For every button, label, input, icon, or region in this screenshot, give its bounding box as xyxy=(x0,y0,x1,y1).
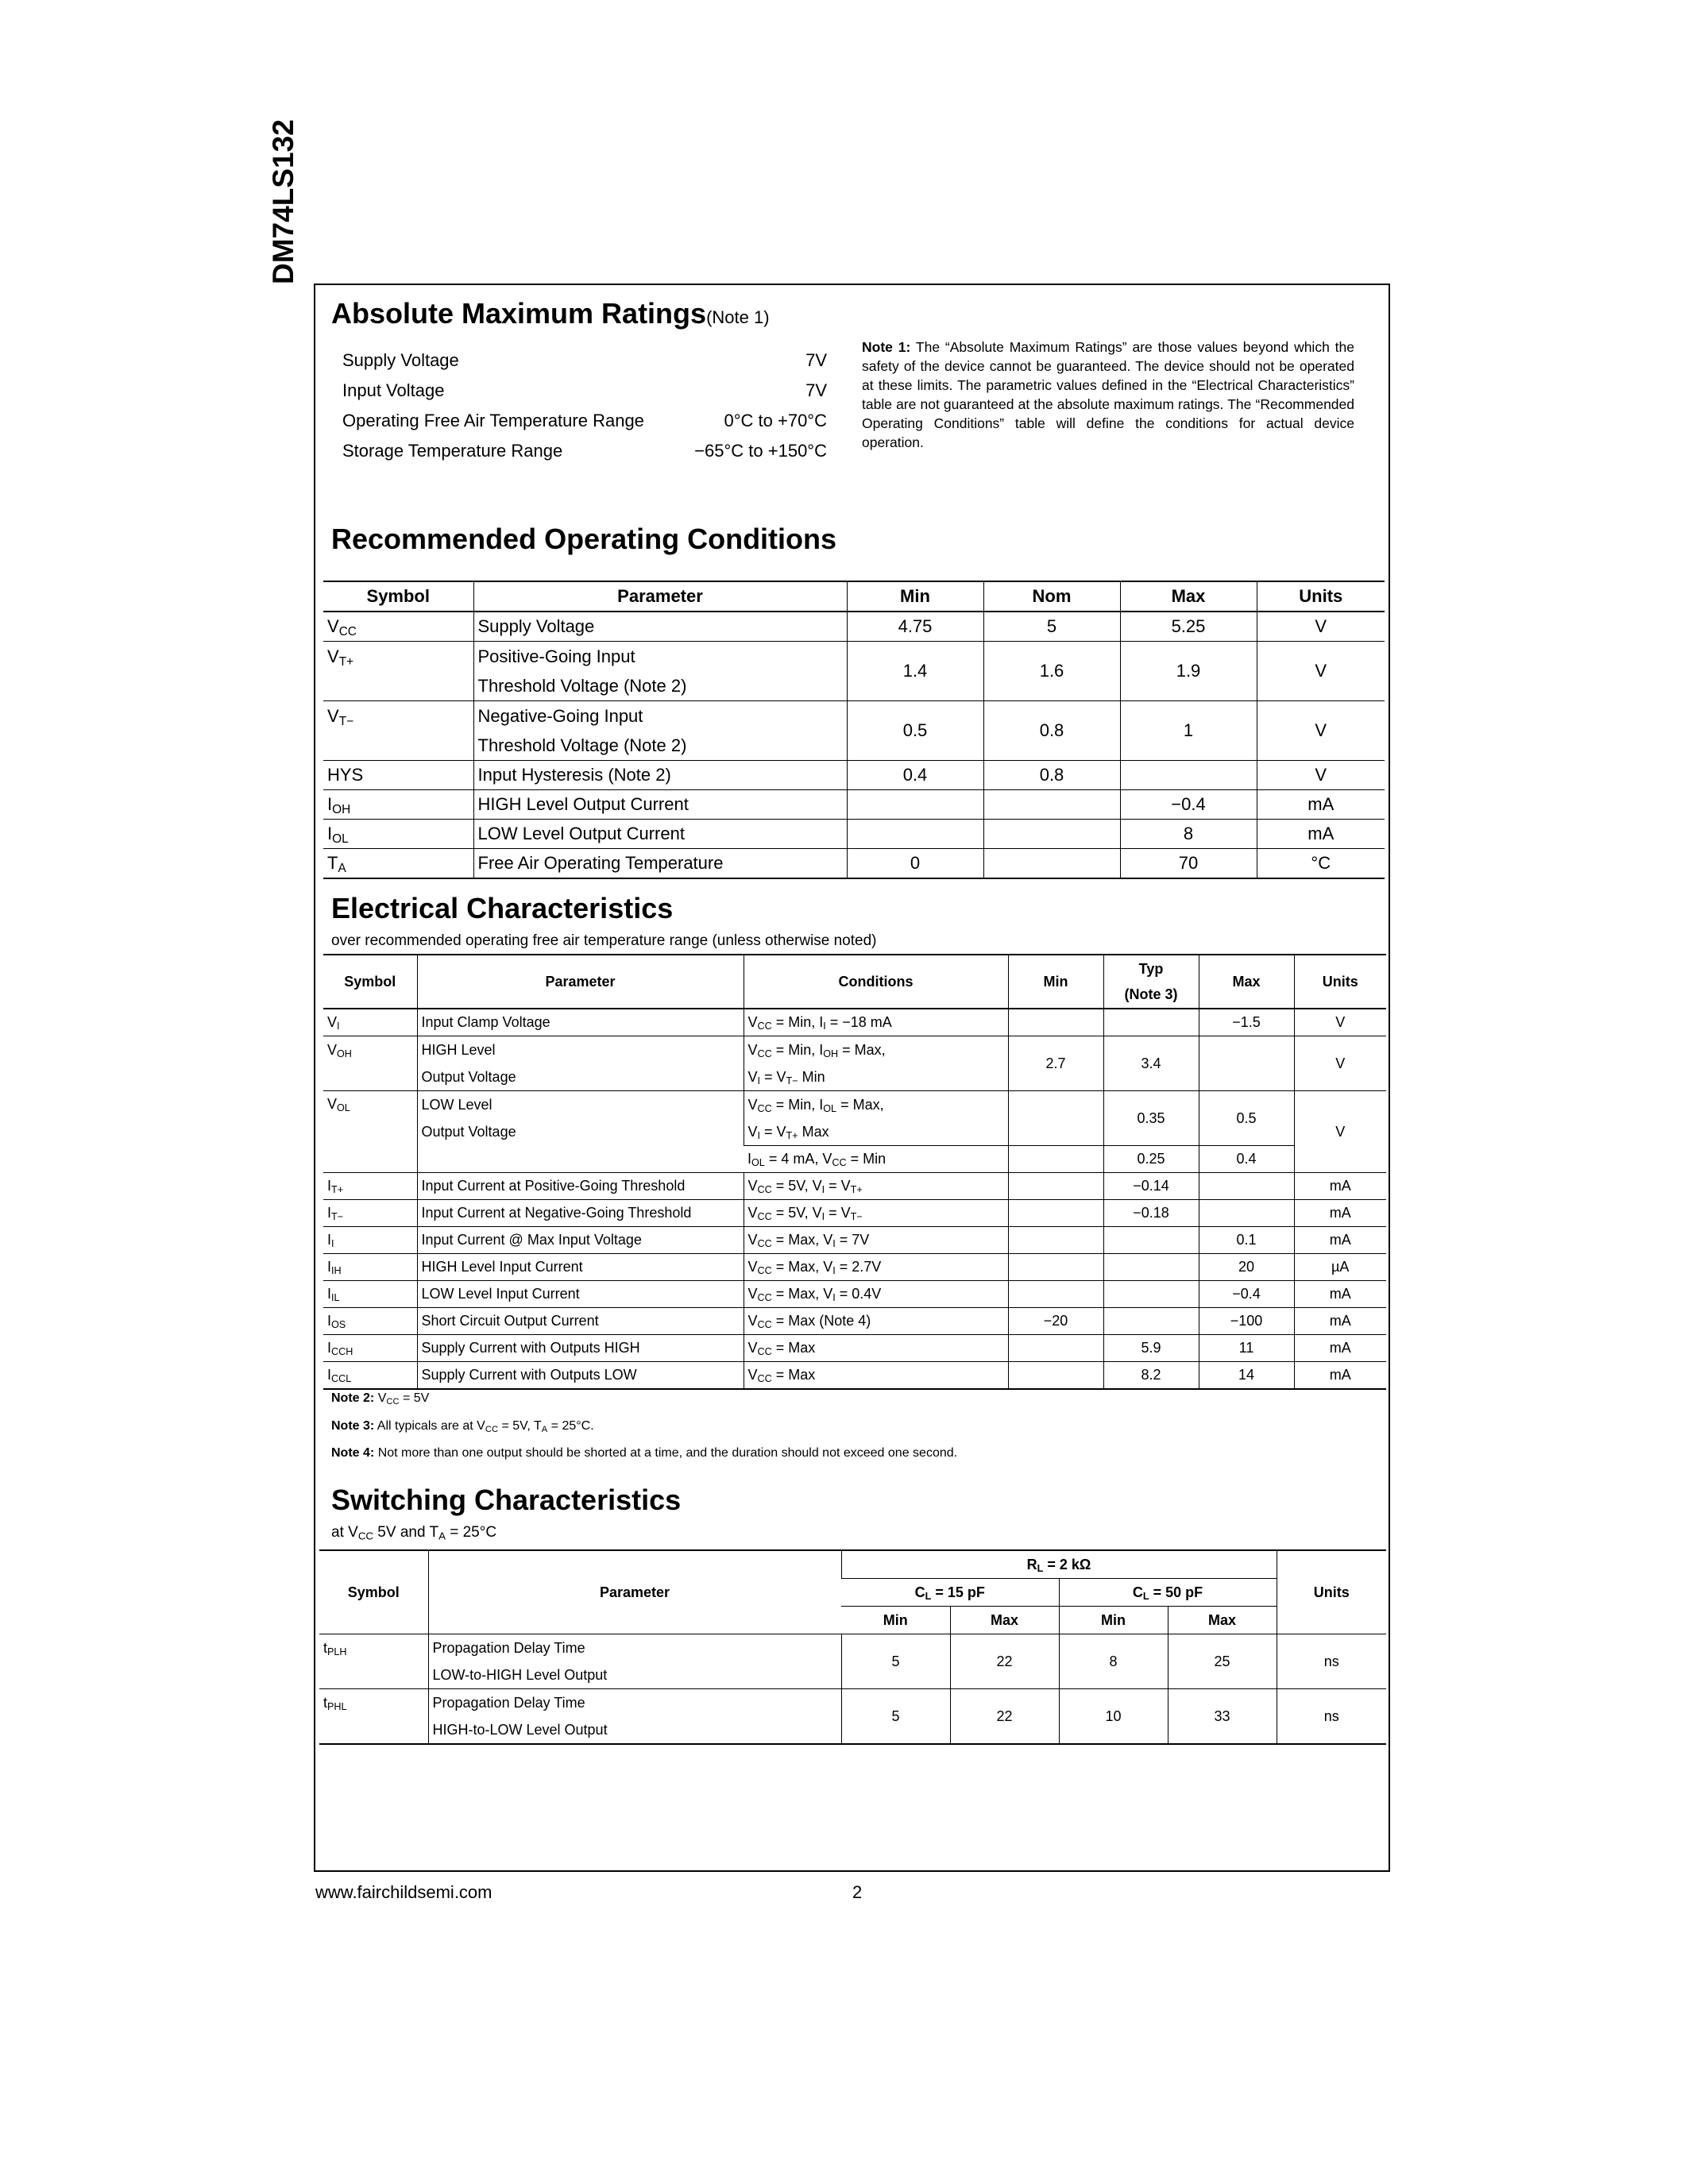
amr-row xyxy=(342,439,827,463)
sw-col-symbol: Symbol xyxy=(319,1550,428,1634)
amr-value: 7V xyxy=(805,380,827,400)
symbol: $T_A$ xyxy=(323,849,473,879)
units: °C xyxy=(1257,849,1385,879)
conditions: $V_{CC} = 5V$, $V_I = V_{T-}$ xyxy=(744,1200,1008,1227)
symbol: $V_{OH}$ xyxy=(323,1036,417,1091)
units: ns xyxy=(1277,1689,1386,1745)
max-value: 1 xyxy=(1120,701,1257,761)
max-value: 25 xyxy=(1168,1634,1277,1689)
roc-col-symbol: Symbol xyxy=(323,581,473,612)
max-value: 33 xyxy=(1168,1689,1277,1745)
min-value xyxy=(1008,1146,1103,1173)
units: ns xyxy=(1277,1634,1386,1689)
max-value: −0.4 xyxy=(1199,1281,1294,1308)
min-value xyxy=(1008,1009,1103,1036)
roc-title: Recommended Operating Conditions xyxy=(331,523,837,555)
amr-heading xyxy=(331,298,770,330)
units: mA xyxy=(1294,1173,1386,1200)
roc-table xyxy=(323,581,1385,879)
amr-label: Storage Temperature Range xyxy=(342,441,563,461)
symbol: $t_{PHL}$ xyxy=(319,1689,428,1745)
max-value xyxy=(1199,1036,1294,1091)
symbol: $I_{T+}$ xyxy=(323,1173,417,1200)
conditions: $V_{CC}$ = Max (Note 4) xyxy=(744,1308,1008,1335)
table-row xyxy=(323,1036,1386,1091)
typ-value xyxy=(1103,1281,1199,1308)
parameter: Free Air Operating Temperature xyxy=(473,849,847,879)
units: mA xyxy=(1294,1362,1386,1390)
nom-value xyxy=(983,790,1120,820)
min-value xyxy=(847,790,983,820)
table-row xyxy=(319,1634,1386,1689)
parameter: Supply Voltage xyxy=(473,612,847,642)
symbol: HYS xyxy=(323,761,473,790)
table-row xyxy=(323,1227,1386,1254)
ec-subtitle: over recommended operating free air temperature range (unless otherwise noted) xyxy=(331,932,877,949)
min-value: −20 xyxy=(1008,1308,1103,1335)
symbol: $I_{OS}$ xyxy=(323,1308,417,1335)
amr-row xyxy=(342,409,827,433)
typ-value xyxy=(1103,1009,1199,1036)
symbol: $V_{CC}$ xyxy=(323,612,473,642)
max-value: 70 xyxy=(1120,849,1257,879)
units: µA xyxy=(1294,1254,1386,1281)
sw-col-max: Max xyxy=(950,1607,1059,1634)
max-value: 20 xyxy=(1199,1254,1294,1281)
typ-value: 5.9 xyxy=(1103,1335,1199,1362)
table-row xyxy=(323,1173,1386,1200)
side-part-number: DM74LS132 xyxy=(267,119,299,284)
units: V xyxy=(1294,1036,1386,1091)
parameter: Supply Current with Outputs HIGH xyxy=(417,1335,744,1362)
units: mA xyxy=(1294,1281,1386,1308)
parameter: Negative-Going Input Threshold Voltage (Note 2) xyxy=(473,701,847,761)
units: mA xyxy=(1294,1308,1386,1335)
roc-col-units: Units xyxy=(1257,581,1385,612)
units: V xyxy=(1257,612,1385,642)
parameter: Input Current at Positive-Going Threshold xyxy=(417,1173,744,1200)
parameter: Propagation Delay Time HIGH-to-LOW Level Output xyxy=(428,1689,841,1745)
amr-note-ref: (Note 1) xyxy=(706,307,770,327)
min-value xyxy=(1008,1200,1103,1227)
amr-value: 0°C to +70°C xyxy=(724,411,827,430)
min-value: 0 xyxy=(847,849,983,879)
amr-label: Input Voltage xyxy=(342,380,445,400)
max-value xyxy=(1120,761,1257,790)
ec-header-row xyxy=(323,955,1386,1009)
nom-value xyxy=(983,849,1120,879)
typ-value: −0.14 xyxy=(1103,1173,1199,1200)
max-value: −0.4 xyxy=(1120,790,1257,820)
parameter: HIGH Level Output Voltage xyxy=(417,1036,744,1091)
max-value: 14 xyxy=(1199,1362,1294,1390)
units: V xyxy=(1294,1009,1386,1036)
note-1-label: Note 1: xyxy=(862,339,911,355)
max-value: 0.1 xyxy=(1199,1227,1294,1254)
note-1-text: The “Absolute Maximum Ratings” are those values beyond which the safety of the device cannot be guaranteed. The device should not be operated at these limits. The parametric values defined in the “Electrical Characteristics” table are not guaranteed at the absolute maximum ratings. The “Recommended Operating Conditions” table will define the conditions for actual device operation. xyxy=(862,339,1355,450)
nom-value: 5 xyxy=(983,612,1120,642)
note-2: Note 2: $V_{CC} = 5V$ xyxy=(331,1391,430,1406)
min-value xyxy=(1008,1173,1103,1200)
min-value: 8 xyxy=(1059,1634,1168,1689)
units: mA xyxy=(1294,1335,1386,1362)
table-row xyxy=(323,1308,1386,1335)
symbol: $V_{T+}$ xyxy=(323,642,473,701)
min-value xyxy=(1008,1335,1103,1362)
table-row xyxy=(319,1689,1386,1745)
conditions: $V_{CC}$ = Min, $I_{OH}$ = Max, $V_I = V_{T-}$ Min xyxy=(744,1036,1008,1091)
table-row xyxy=(323,1281,1386,1308)
sw-header-row xyxy=(319,1550,1386,1579)
max-value: −100 xyxy=(1199,1308,1294,1335)
parameter: Supply Current with Outputs LOW xyxy=(417,1362,744,1390)
min-value: 1.4 xyxy=(847,642,983,701)
parameter: HIGH Level Output Current xyxy=(473,790,847,820)
max-value: 0.5 xyxy=(1199,1091,1294,1146)
units: V xyxy=(1257,701,1385,761)
min-value: 0.4 xyxy=(847,761,983,790)
table-row xyxy=(323,612,1385,642)
typ-value xyxy=(1103,1308,1199,1335)
min-value: 10 xyxy=(1059,1689,1168,1745)
parameter: LOW Level Output Voltage xyxy=(417,1091,744,1173)
units: V xyxy=(1257,761,1385,790)
min-value: 4.75 xyxy=(847,612,983,642)
max-value xyxy=(1199,1173,1294,1200)
min-value: 2.7 xyxy=(1008,1036,1103,1091)
max-value: 22 xyxy=(950,1634,1059,1689)
table-row xyxy=(323,701,1385,761)
amr-row xyxy=(342,379,827,403)
max-value: 8 xyxy=(1120,820,1257,849)
symbol: $I_{OL}$ xyxy=(323,820,473,849)
sw-heading xyxy=(331,1484,681,1516)
max-value: 11 xyxy=(1199,1335,1294,1362)
table-row xyxy=(323,1091,1386,1146)
table-row xyxy=(323,1200,1386,1227)
sw-col-max: Max xyxy=(1168,1607,1277,1634)
amr-title: Absolute Maximum Ratings xyxy=(331,297,707,330)
symbol: $V_{OL}$ xyxy=(323,1091,417,1173)
ec-col-typ: Typ (Note 3) xyxy=(1103,955,1199,1009)
amr-row xyxy=(342,349,827,372)
conditions: $V_{CC}$ = Max xyxy=(744,1362,1008,1390)
typ-value: 0.35 xyxy=(1103,1091,1199,1146)
units: mA xyxy=(1294,1200,1386,1227)
sw-title: Switching Characteristics xyxy=(331,1484,682,1516)
note-1 xyxy=(862,338,1354,452)
units: mA xyxy=(1294,1227,1386,1254)
sw-col-cl50: $C_L = 50$ pF xyxy=(1059,1579,1277,1607)
amr-label: Operating Free Air Temperature Range xyxy=(342,411,644,430)
ec-col-symbol: Symbol xyxy=(323,955,417,1009)
max-value: 22 xyxy=(950,1689,1059,1745)
ec-table xyxy=(323,954,1386,1390)
table-row xyxy=(323,1362,1386,1390)
min-value: 0.5 xyxy=(847,701,983,761)
sw-col-min: Min xyxy=(1059,1607,1168,1634)
nom-value: 0.8 xyxy=(983,701,1120,761)
min-value xyxy=(1008,1091,1103,1146)
sw-col-parameter: Parameter xyxy=(428,1550,841,1634)
symbol: $V_I$ xyxy=(323,1009,417,1036)
symbol: $t_{PLH}$ xyxy=(319,1634,428,1689)
roc-col-max: Max xyxy=(1120,581,1257,612)
table-row xyxy=(323,761,1385,790)
table-row xyxy=(323,1254,1386,1281)
roc-col-parameter: Parameter xyxy=(473,581,847,612)
units: mA xyxy=(1257,790,1385,820)
parameter: Positive-Going Input Threshold Voltage (Note 2) xyxy=(473,642,847,701)
symbol: $V_{T-}$ xyxy=(323,701,473,761)
min-value xyxy=(1008,1254,1103,1281)
ec-col-parameter: Parameter xyxy=(417,955,744,1009)
ec-heading xyxy=(331,893,673,924)
typ-value: 0.25 xyxy=(1103,1146,1199,1173)
symbol: $I_{OH}$ xyxy=(323,790,473,820)
symbol: $I_{CCL}$ xyxy=(323,1362,417,1390)
table-row xyxy=(323,642,1385,701)
min-value xyxy=(847,820,983,849)
min-value: 5 xyxy=(841,1634,950,1689)
footer-url: www.fairchildsemi.com xyxy=(315,1882,492,1902)
conditions: $V_{CC}$ = Min, $I_{OL}$ = Max, $V_I = V_{T+}$ Max xyxy=(744,1091,1008,1146)
typ-value: −0.18 xyxy=(1103,1200,1199,1227)
note-4: Note 4: Not more than one output should be shorted at a time, and the duration should not exceed one second. xyxy=(331,1446,958,1460)
typ-value: 3.4 xyxy=(1103,1036,1199,1091)
sw-col-min: Min xyxy=(841,1607,950,1634)
table-row xyxy=(323,820,1385,849)
sw-subtitle: at $V_{CC}$ 5V and $T_A = 25^\circ C$ xyxy=(331,1524,497,1542)
page-frame xyxy=(314,284,1390,1872)
sw-table xyxy=(319,1549,1386,1745)
typ-value xyxy=(1103,1227,1199,1254)
symbol: $I_{CCH}$ xyxy=(323,1335,417,1362)
table-row xyxy=(323,790,1385,820)
conditions: $V_{CC}$ = Max, $V_I = 2.7V$ xyxy=(744,1254,1008,1281)
sw-col-cl15: $C_L = 15$ pF xyxy=(841,1579,1059,1607)
units: V xyxy=(1294,1091,1386,1173)
table-row xyxy=(323,1009,1386,1036)
units: V xyxy=(1257,642,1385,701)
note-3: Note 3: All typicals are at $V_{CC} = 5V$, $T_A = 25^\circ C$. xyxy=(331,1419,594,1434)
max-value: −1.5 xyxy=(1199,1009,1294,1036)
min-value xyxy=(1008,1362,1103,1390)
amr-value: −65°C to +150°C xyxy=(694,441,827,461)
table-row xyxy=(323,849,1385,879)
amr-value: 7V xyxy=(805,350,827,370)
parameter: Input Current at Negative-Going Threshold xyxy=(417,1200,744,1227)
units: mA xyxy=(1257,820,1385,849)
typ-value xyxy=(1103,1254,1199,1281)
conditions: $V_{CC}$ = Max, $V_I = 7V$ xyxy=(744,1227,1008,1254)
conditions: $I_{OL} = 4$ mA, $V_{CC}$ = Min xyxy=(744,1146,1008,1173)
ec-col-conditions: Conditions xyxy=(744,955,1008,1009)
parameter: HIGH Level Input Current xyxy=(417,1254,744,1281)
parameter: Propagation Delay Time LOW-to-HIGH Level Output xyxy=(428,1634,841,1689)
parameter: Input Clamp Voltage xyxy=(417,1009,744,1036)
symbol: $I_{IH}$ xyxy=(323,1254,417,1281)
min-value xyxy=(1008,1281,1103,1308)
parameter: LOW Level Input Current xyxy=(417,1281,744,1308)
roc-heading xyxy=(331,523,836,555)
max-value: 0.4 xyxy=(1199,1146,1294,1173)
conditions: $V_{CC}$ = Min, $I_I = -18$ mA xyxy=(744,1009,1008,1036)
roc-col-nom: Nom xyxy=(983,581,1120,612)
min-value xyxy=(1008,1227,1103,1254)
conditions: $V_{CC}$ = Max xyxy=(744,1335,1008,1362)
parameter: Short Circuit Output Current xyxy=(417,1308,744,1335)
sw-col-rl: $R_L = 2$ kΩ xyxy=(841,1550,1277,1579)
parameter: Input Current @ Max Input Voltage xyxy=(417,1227,744,1254)
roc-header-row xyxy=(323,581,1385,612)
conditions: $V_{CC} = 5V$, $V_I = V_{T+}$ xyxy=(744,1173,1008,1200)
ec-col-units: Units xyxy=(1294,955,1386,1009)
amr-label: Supply Voltage xyxy=(342,350,459,370)
parameter: Input Hysteresis (Note 2) xyxy=(473,761,847,790)
symbol: $I_{IL}$ xyxy=(323,1281,417,1308)
sw-col-units: Units xyxy=(1277,1550,1386,1634)
nom-value xyxy=(983,820,1120,849)
roc-col-min: Min xyxy=(847,581,983,612)
symbol: $I_I$ xyxy=(323,1227,417,1254)
max-value: 5.25 xyxy=(1120,612,1257,642)
conditions: $V_{CC}$ = Max, $V_I = 0.4V$ xyxy=(744,1281,1008,1308)
nom-value: 1.6 xyxy=(983,642,1120,701)
symbol: $I_{T-}$ xyxy=(323,1200,417,1227)
ec-col-min: Min xyxy=(1008,955,1103,1009)
table-row xyxy=(323,1335,1386,1362)
parameter: LOW Level Output Current xyxy=(473,820,847,849)
max-value xyxy=(1199,1200,1294,1227)
ec-title: Electrical Characteristics xyxy=(331,892,674,924)
typ-value: 8.2 xyxy=(1103,1362,1199,1390)
nom-value: 0.8 xyxy=(983,761,1120,790)
page-number: 2 xyxy=(852,1882,863,1902)
max-value: 1.9 xyxy=(1120,642,1257,701)
min-value: 5 xyxy=(841,1689,950,1745)
ec-col-max: Max xyxy=(1199,955,1294,1009)
